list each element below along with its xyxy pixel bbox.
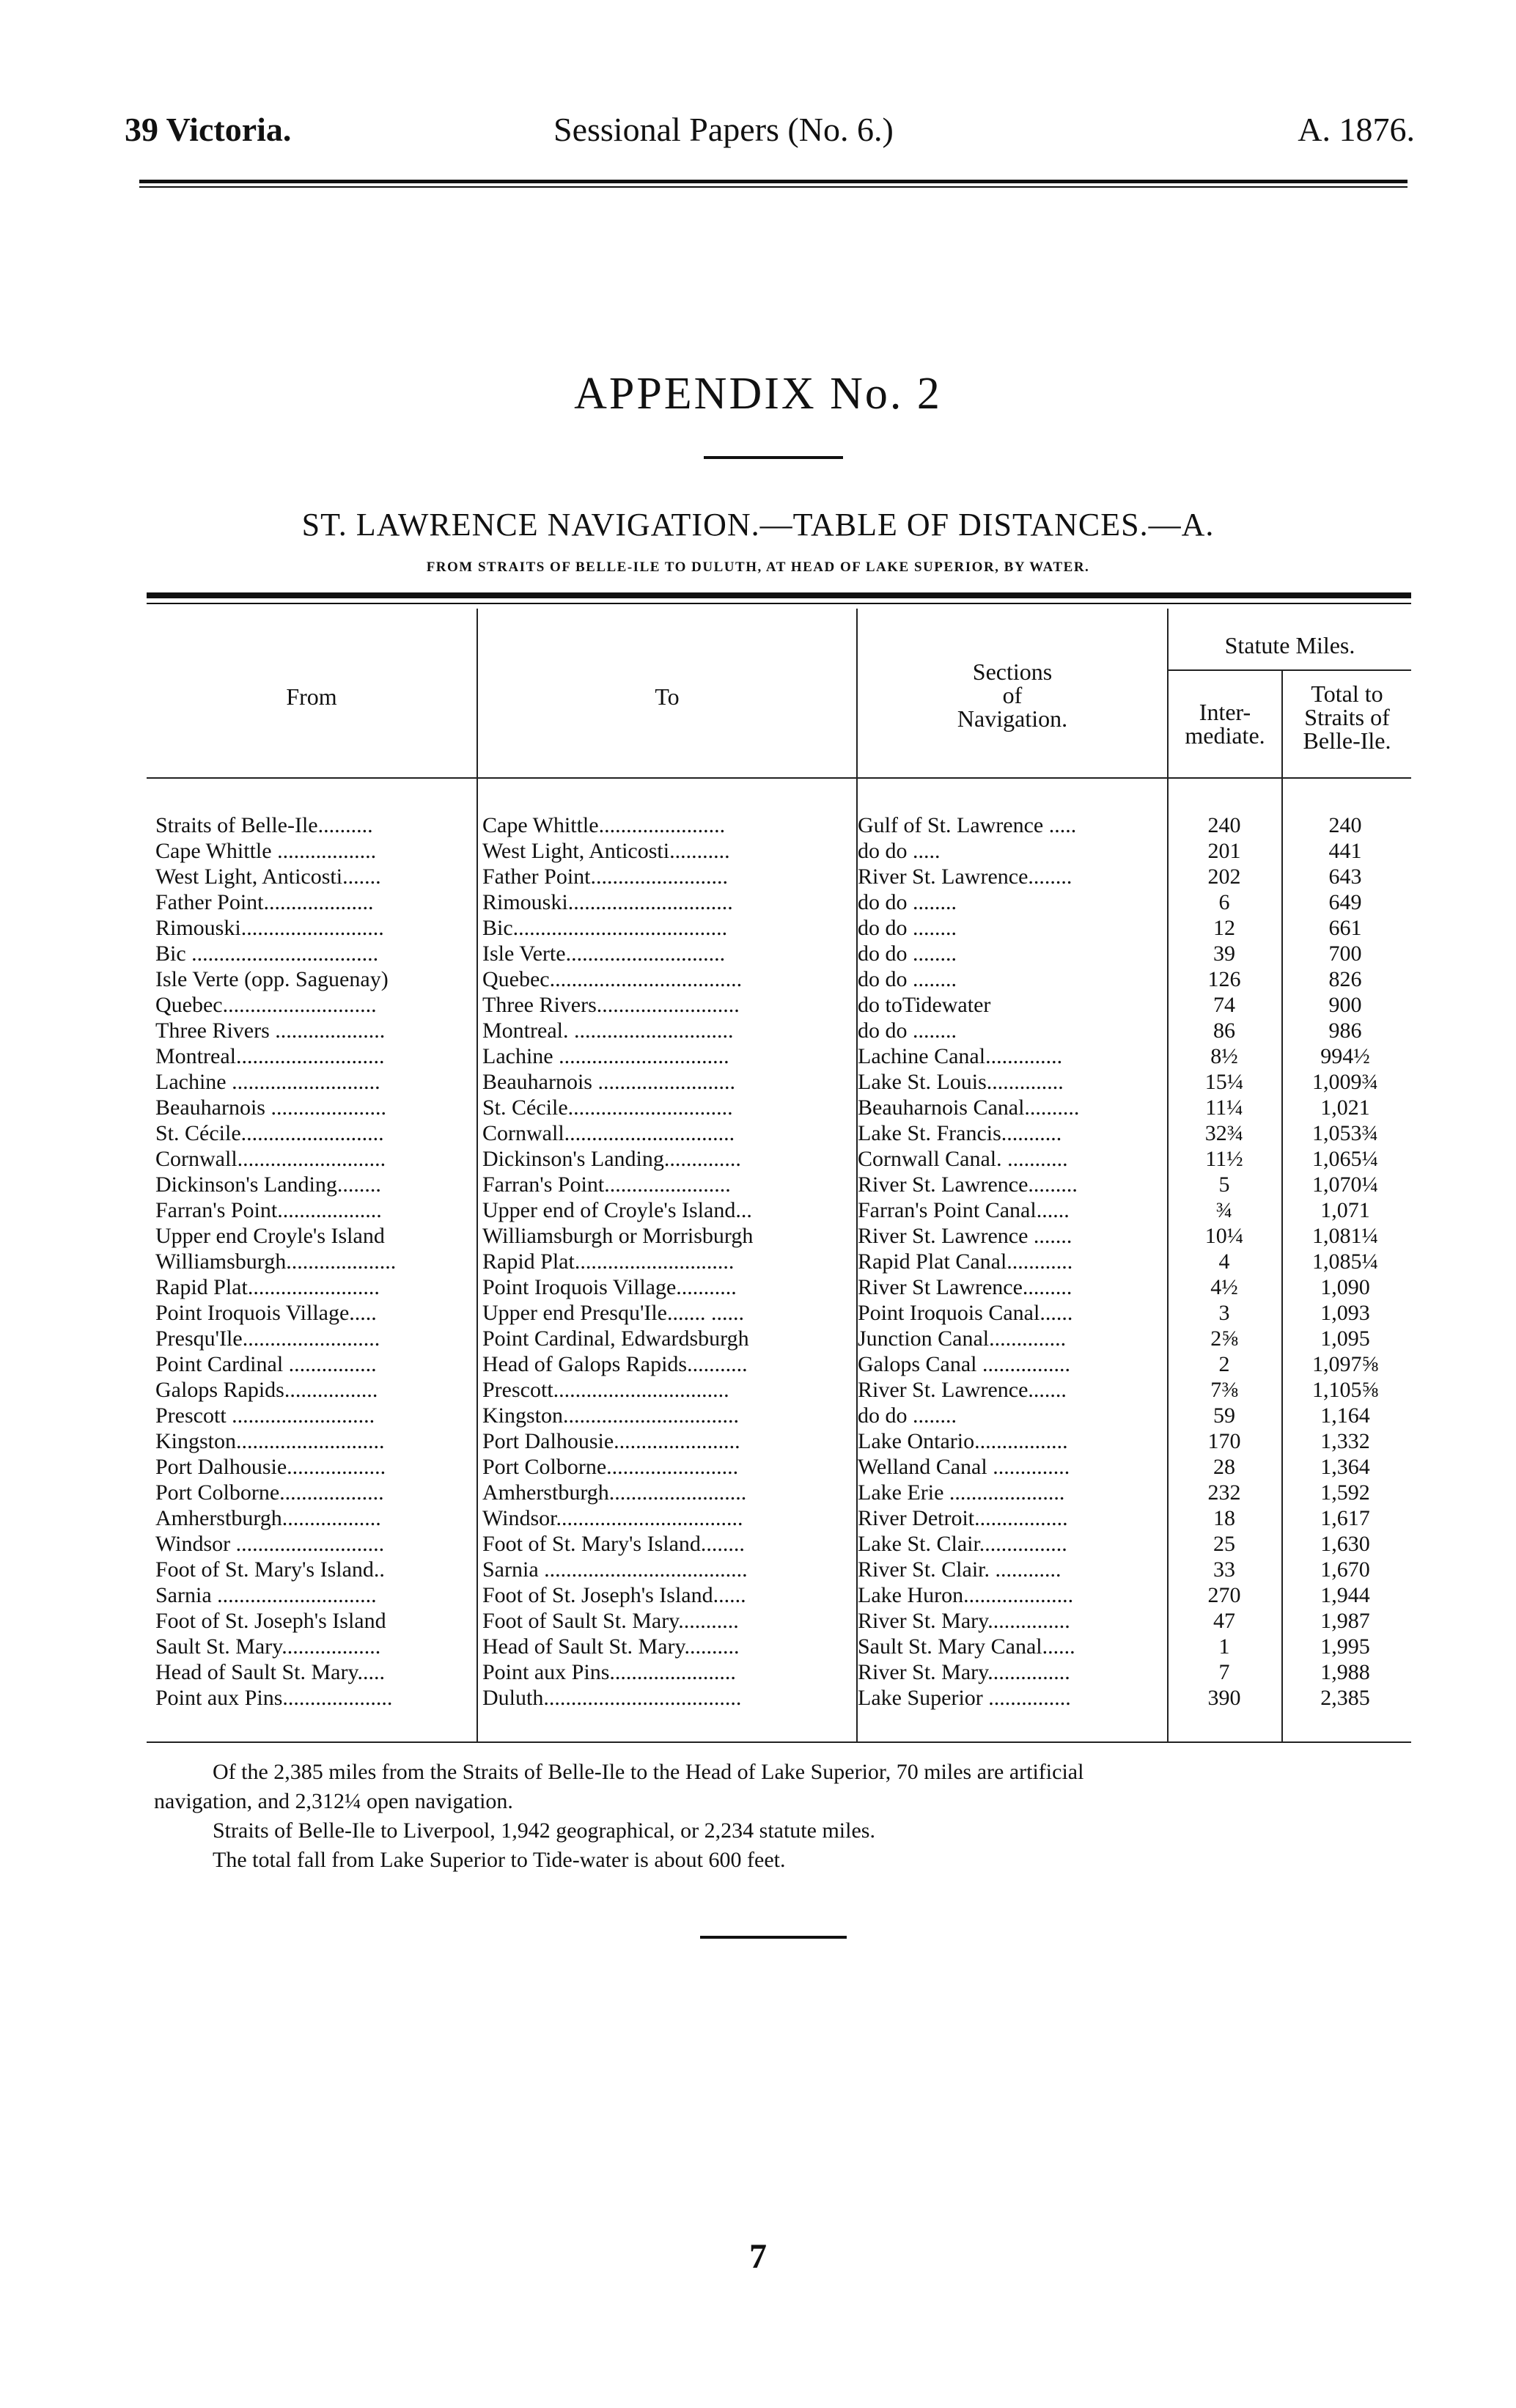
from-cell: Dickinson's Landing........ — [155, 1172, 381, 1197]
total-cell: 1,332 — [1320, 1429, 1370, 1453]
table-row — [147, 1505, 1411, 1532]
total-cell: 1,995 — [1320, 1634, 1370, 1659]
from-cell: Cornwall........................... — [155, 1147, 386, 1171]
total-cell: 1,081¼ — [1312, 1224, 1378, 1248]
header-total-line1: Total to — [1311, 680, 1383, 707]
intermediate-cell: 232 — [1207, 1480, 1241, 1505]
to-cell: Port Colborne........................ — [482, 1455, 739, 1479]
header-sections-line3: Navigation. — [957, 705, 1068, 732]
section-cell: Gulf of St. Lawrence ..... — [858, 813, 1077, 837]
to-cell: Duluth.................................... — [482, 1686, 742, 1710]
page-number: 7 — [749, 2237, 767, 2276]
section-cell: River St. Lawrence........ — [858, 865, 1072, 889]
from-cell: Kingston........................... — [155, 1429, 385, 1453]
header-total — [1283, 682, 1411, 752]
section-cell: Rapid Plat Canal............ — [858, 1249, 1073, 1274]
to-cell: Lachine ............................... — [482, 1044, 729, 1068]
table-row — [147, 1300, 1411, 1326]
total-cell: 700 — [1328, 941, 1362, 966]
intermediate-cell: 28 — [1213, 1455, 1235, 1479]
intermediate-cell: 6 — [1218, 890, 1230, 914]
section-cell: do do ........ — [858, 916, 957, 940]
total-cell: 1,097⅝ — [1312, 1352, 1378, 1376]
appendix-title: APPENDIX No. 2 — [574, 369, 942, 419]
to-cell: Dickinson's Landing.............. — [482, 1147, 741, 1171]
header-rule-thin — [139, 186, 1408, 188]
from-cell: Foot of St. Mary's Island.. — [155, 1557, 385, 1582]
table-bottom-rule — [147, 1741, 1411, 1743]
intermediate-cell: 2 — [1218, 1352, 1230, 1376]
section-cell: River St. Mary............... — [858, 1660, 1070, 1684]
total-cell: 240 — [1328, 813, 1362, 837]
table-row — [147, 1428, 1411, 1455]
table-row — [147, 1351, 1411, 1378]
table-row — [147, 1634, 1411, 1660]
from-cell: Sault St. Mary.................. — [155, 1634, 381, 1659]
table-row — [147, 1557, 1411, 1583]
header-total-line3: Belle-Ile. — [1303, 727, 1391, 754]
total-cell: 661 — [1328, 916, 1362, 940]
from-cell: Windsor ........................... — [155, 1532, 385, 1556]
intermediate-cell: 7⅜ — [1210, 1378, 1238, 1402]
section-cell: do toTidewater — [858, 993, 991, 1017]
section-cell: Point Iroquois Canal...... — [858, 1301, 1073, 1325]
intermediate-cell: 74 — [1213, 993, 1235, 1017]
intermediate-cell: 3 — [1218, 1301, 1230, 1325]
intermediate-cell: 270 — [1207, 1583, 1241, 1607]
table-row — [147, 941, 1411, 967]
to-cell: Williamsburgh or Morrisburgh — [482, 1224, 754, 1248]
to-cell: Rimouski.............................. — [482, 890, 733, 914]
header-intermediate-line2: mediate. — [1185, 722, 1265, 749]
from-cell: Point Iroquois Village..... — [155, 1301, 377, 1325]
to-cell: Montreal. ............................. — [482, 1018, 734, 1043]
from-cell: Rimouski.......................... — [155, 916, 384, 940]
table-row — [147, 1069, 1411, 1095]
total-cell: 1,164 — [1320, 1403, 1370, 1428]
intermediate-cell: 32¾ — [1204, 1121, 1244, 1145]
header-to: To — [655, 683, 680, 710]
intermediate-cell: 47 — [1213, 1609, 1235, 1633]
section-cell: River St. Clair. ............ — [858, 1557, 1061, 1582]
to-cell: Head of Sault St. Mary.......... — [482, 1634, 740, 1659]
total-cell: 1,617 — [1320, 1506, 1370, 1530]
to-cell: Beauharnois ......................... — [482, 1070, 735, 1094]
header-sections — [858, 660, 1167, 730]
from-cell: Straits of Belle-Ile.......... — [155, 813, 373, 837]
to-cell: Rapid Plat............................. — [482, 1249, 735, 1274]
total-cell: 2,385 — [1320, 1686, 1370, 1710]
from-cell: Port Colborne................... — [155, 1480, 384, 1505]
total-cell: 1,364 — [1320, 1455, 1370, 1479]
section-cell: Beauharnois Canal.......... — [858, 1095, 1080, 1120]
table-row — [147, 1480, 1411, 1506]
table-row — [147, 1172, 1411, 1198]
table-row — [147, 1146, 1411, 1172]
to-cell: West Light, Anticosti........... — [482, 839, 730, 863]
running-head-right: A. 1876. — [1298, 111, 1415, 148]
running-head-center: Sessional Papers (No. 6.) — [553, 111, 894, 148]
table-row — [147, 1582, 1411, 1609]
total-cell: 986 — [1328, 1018, 1362, 1043]
section-cell: Lake St. Louis.............. — [858, 1070, 1064, 1094]
section-cell: Galops Canal ................ — [858, 1352, 1070, 1376]
from-cell: Prescott .......................... — [155, 1403, 375, 1428]
intermediate-cell: ¾ — [1215, 1198, 1233, 1222]
total-cell: 1,987 — [1320, 1609, 1370, 1633]
table-row — [147, 1454, 1411, 1480]
table-row — [147, 1043, 1411, 1070]
total-cell: 1,065¼ — [1312, 1147, 1378, 1171]
from-cell: Three Rivers .................... — [155, 1018, 386, 1043]
to-cell: Sarnia ..................................... — [482, 1557, 748, 1582]
to-cell: Point Iroquois Village........... — [482, 1275, 737, 1299]
table-row — [147, 1095, 1411, 1121]
to-cell: Quebec................................... — [482, 967, 743, 991]
table-row — [147, 966, 1411, 993]
running-head-left: 39 Victoria. — [125, 111, 292, 148]
from-cell: Cape Whittle .................. — [155, 839, 377, 863]
from-cell: Port Dalhousie.................. — [155, 1455, 386, 1479]
to-cell: Cape Whittle....................... — [482, 813, 726, 837]
total-cell: 441 — [1328, 839, 1362, 863]
intermediate-cell: 4½ — [1210, 1275, 1238, 1299]
table-row — [147, 1403, 1411, 1429]
header-intermediate-line1: Inter- — [1199, 699, 1251, 725]
total-cell: 1,090 — [1320, 1275, 1370, 1299]
section-cell: River St. Mary............... — [858, 1609, 1070, 1633]
intermediate-cell: 201 — [1207, 839, 1241, 863]
to-cell: Father Point......................... — [482, 865, 728, 889]
from-cell: Montreal........................... — [155, 1044, 385, 1068]
section-cell: Lake Superior ............... — [858, 1686, 1071, 1710]
to-cell: Amherstburgh......................... — [482, 1480, 747, 1505]
from-cell: Presqu'Ile......................... — [155, 1326, 380, 1351]
header-total-line2: Straits of — [1304, 704, 1390, 730]
total-cell: 1,944 — [1320, 1583, 1370, 1607]
section-cell: do do ..... — [858, 839, 941, 863]
to-cell: Windsor.................................. — [482, 1506, 743, 1530]
table-row — [147, 812, 1411, 839]
intermediate-cell: 18 — [1213, 1506, 1235, 1530]
table-row — [147, 1377, 1411, 1403]
table-row — [147, 1018, 1411, 1044]
header-bottom-rule — [147, 777, 1411, 779]
table-top-rule — [147, 592, 1411, 598]
from-cell: Sarnia ............................. — [155, 1583, 377, 1607]
section-cell: River St Lawrence......... — [858, 1275, 1072, 1299]
running-head — [125, 110, 1415, 154]
intermediate-cell: 4 — [1218, 1249, 1230, 1274]
to-cell: Isle Verte............................. — [482, 941, 726, 966]
section-cell: do do ........ — [858, 1403, 957, 1428]
intermediate-cell: 10¼ — [1204, 1224, 1244, 1248]
to-cell: Foot of Sault St. Mary........... — [482, 1609, 739, 1633]
total-cell: 1,053¾ — [1312, 1121, 1378, 1145]
table-row — [147, 992, 1411, 1018]
section-cell: Lake Ontario................. — [858, 1429, 1068, 1453]
total-cell: 1,670 — [1320, 1557, 1370, 1582]
section-cell: do do ........ — [858, 890, 957, 914]
table-row — [147, 1326, 1411, 1352]
from-cell: Galops Rapids................. — [155, 1378, 378, 1402]
table-row — [147, 1685, 1411, 1711]
total-cell: 900 — [1328, 993, 1362, 1017]
table-row — [147, 1531, 1411, 1557]
table-row — [147, 1249, 1411, 1275]
total-cell: 1,095 — [1320, 1326, 1370, 1351]
title-rule — [704, 456, 843, 459]
table-row — [147, 1120, 1411, 1147]
header-sections-line2: of — [1002, 682, 1023, 708]
to-cell: Point Cardinal, Edwardsburgh — [482, 1326, 749, 1351]
to-cell: Head of Galops Rapids........... — [482, 1352, 748, 1376]
section-cell: Lake Huron.................... — [858, 1583, 1074, 1607]
to-cell: Prescott................................ — [482, 1378, 729, 1402]
to-cell: St. Cécile.............................. — [482, 1095, 733, 1120]
header-from: From — [286, 683, 337, 710]
table-row — [147, 1608, 1411, 1634]
to-cell: Upper end Presqu'Ile....... ...... — [482, 1301, 744, 1325]
to-cell: Upper end of Croyle's Island... — [482, 1198, 752, 1222]
from-cell: Quebec............................ — [155, 993, 377, 1017]
intermediate-cell: 7 — [1218, 1660, 1230, 1684]
section-cell: Sault St. Mary Canal...... — [858, 1634, 1075, 1659]
from-cell: West Light, Anticosti....... — [155, 865, 381, 889]
from-cell: Beauharnois ..................... — [155, 1095, 386, 1120]
to-cell: Bic....................................... — [482, 916, 728, 940]
total-cell: 1,988 — [1320, 1660, 1370, 1684]
table-row — [147, 838, 1411, 865]
section-cell: Farran's Point Canal...... — [858, 1198, 1070, 1222]
intermediate-cell: 59 — [1213, 1403, 1235, 1428]
to-cell: Foot of St. Mary's Island........ — [482, 1532, 745, 1556]
from-cell: St. Cécile.......................... — [155, 1121, 384, 1145]
statute-miles-rule — [1167, 669, 1411, 671]
from-cell: Father Point.................... — [155, 890, 374, 914]
from-cell: Rapid Plat........................ — [155, 1275, 380, 1299]
from-cell: Lachine ........................... — [155, 1070, 380, 1094]
from-cell: Amherstburgh.................. — [155, 1506, 381, 1530]
table-subtitle: FROM STRAITS OF BELLE-ILE TO DULUTH, AT HEAD OF LAKE SUPERIOR, BY WATER. — [426, 559, 1090, 575]
total-cell: 1,093 — [1320, 1301, 1370, 1325]
intermediate-cell: 11½ — [1205, 1147, 1243, 1171]
to-cell: Three Rivers.......................... — [482, 993, 740, 1017]
section-cell: Lachine Canal.............. — [858, 1044, 1063, 1068]
closing-rule — [700, 1936, 847, 1939]
total-cell: 1,021 — [1320, 1095, 1370, 1120]
from-cell: Upper end Croyle's Island — [155, 1224, 385, 1248]
section-cell: Lake St. Clair................ — [858, 1532, 1067, 1556]
table-row — [147, 915, 1411, 941]
from-cell: Williamsburgh.................... — [155, 1249, 397, 1274]
header-intermediate — [1169, 700, 1281, 747]
intermediate-cell: 240 — [1207, 813, 1241, 837]
total-cell: 1,592 — [1320, 1480, 1370, 1505]
intermediate-cell: 390 — [1207, 1686, 1241, 1710]
intermediate-cell: 25 — [1213, 1532, 1235, 1556]
intermediate-cell: 202 — [1207, 865, 1241, 889]
table-row — [147, 864, 1411, 890]
intermediate-cell: 2⅝ — [1210, 1326, 1238, 1351]
footnote-line: Straits of Belle-Ile to Liverpool, 1,942 geographical, or 2,234 statute miles. — [213, 1818, 875, 1843]
table-title: ST. LAWRENCE NAVIGATION.—TABLE OF DISTANCES.—A. — [301, 507, 1215, 543]
footnote-line: navigation, and 2,312¼ open navigation. — [154, 1789, 513, 1813]
intermediate-cell: 12 — [1213, 916, 1235, 940]
section-cell: Cornwall Canal. ........... — [858, 1147, 1068, 1171]
total-cell: 1,009¾ — [1312, 1070, 1378, 1094]
intermediate-cell: 15¼ — [1204, 1070, 1244, 1094]
total-cell: 643 — [1328, 865, 1362, 889]
total-cell: 1,071 — [1320, 1198, 1370, 1222]
section-cell: Lake Erie ..................... — [858, 1480, 1065, 1505]
from-cell: Farran's Point................... — [155, 1198, 382, 1222]
footnote-line: The total fall from Lake Superior to Tide-water is about 600 feet. — [213, 1848, 786, 1872]
header-rule — [139, 180, 1408, 183]
header-statute-miles: Statute Miles. — [1224, 632, 1355, 658]
section-cell: River St. Lawrence....... — [858, 1378, 1067, 1402]
intermediate-cell: 39 — [1213, 941, 1235, 966]
table-top-rule-thin — [147, 603, 1411, 604]
intermediate-cell: 170 — [1207, 1429, 1241, 1453]
from-cell: Point Cardinal ................ — [155, 1352, 377, 1376]
intermediate-cell: 5 — [1218, 1172, 1230, 1197]
intermediate-cell: 8½ — [1210, 1044, 1238, 1068]
section-cell: Welland Canal .............. — [858, 1455, 1070, 1479]
total-cell: 826 — [1328, 967, 1362, 991]
from-cell: Bic .................................. — [155, 941, 379, 966]
table-row — [147, 1197, 1411, 1224]
to-cell: Kingston................................ — [482, 1403, 740, 1428]
intermediate-cell: 126 — [1207, 967, 1241, 991]
table-row — [147, 889, 1411, 916]
footnote-line: Of the 2,385 miles from the Straits of Belle-Ile to the Head of Lake Superior, 70 miles are artificial — [213, 1760, 1084, 1784]
section-cell: River St. Lawrence ....... — [858, 1224, 1072, 1248]
table-row — [147, 1223, 1411, 1249]
to-cell: Farran's Point....................... — [482, 1172, 731, 1197]
total-cell: 994½ — [1320, 1044, 1370, 1068]
section-cell: Junction Canal.............. — [858, 1326, 1067, 1351]
intermediate-cell: 11¼ — [1205, 1095, 1243, 1120]
total-cell: 1,085¼ — [1312, 1249, 1378, 1274]
to-cell: Cornwall............................... — [482, 1121, 735, 1145]
total-cell: 649 — [1328, 890, 1362, 914]
to-cell: Port Dalhousie....................... — [482, 1429, 740, 1453]
section-cell: River Detroit................. — [858, 1506, 1068, 1530]
section-cell: River St. Lawrence......... — [858, 1172, 1078, 1197]
from-cell: Head of Sault St. Mary..... — [155, 1660, 386, 1684]
intermediate-cell: 86 — [1213, 1018, 1235, 1043]
table-row — [147, 1274, 1411, 1301]
header-sections-line1: Sections — [972, 658, 1053, 685]
section-cell: do do ........ — [858, 941, 957, 966]
total-cell: 1,070¼ — [1312, 1172, 1378, 1197]
intermediate-cell: 33 — [1213, 1557, 1235, 1582]
from-cell: Foot of St. Joseph's Island — [155, 1609, 386, 1633]
section-cell: do do ........ — [858, 967, 957, 991]
table-row — [147, 1659, 1411, 1686]
total-cell: 1,105⅝ — [1312, 1378, 1378, 1402]
total-cell: 1,630 — [1320, 1532, 1370, 1556]
section-cell: do do ........ — [858, 1018, 957, 1043]
from-cell: Isle Verte (opp. Saguenay) — [155, 967, 389, 991]
intermediate-cell: 1 — [1218, 1634, 1230, 1659]
to-cell: Foot of St. Joseph's Island...... — [482, 1583, 746, 1607]
from-cell: Point aux Pins.................... — [155, 1686, 393, 1710]
section-cell: Lake St. Francis........... — [858, 1121, 1062, 1145]
to-cell: Point aux Pins....................... — [482, 1660, 736, 1684]
